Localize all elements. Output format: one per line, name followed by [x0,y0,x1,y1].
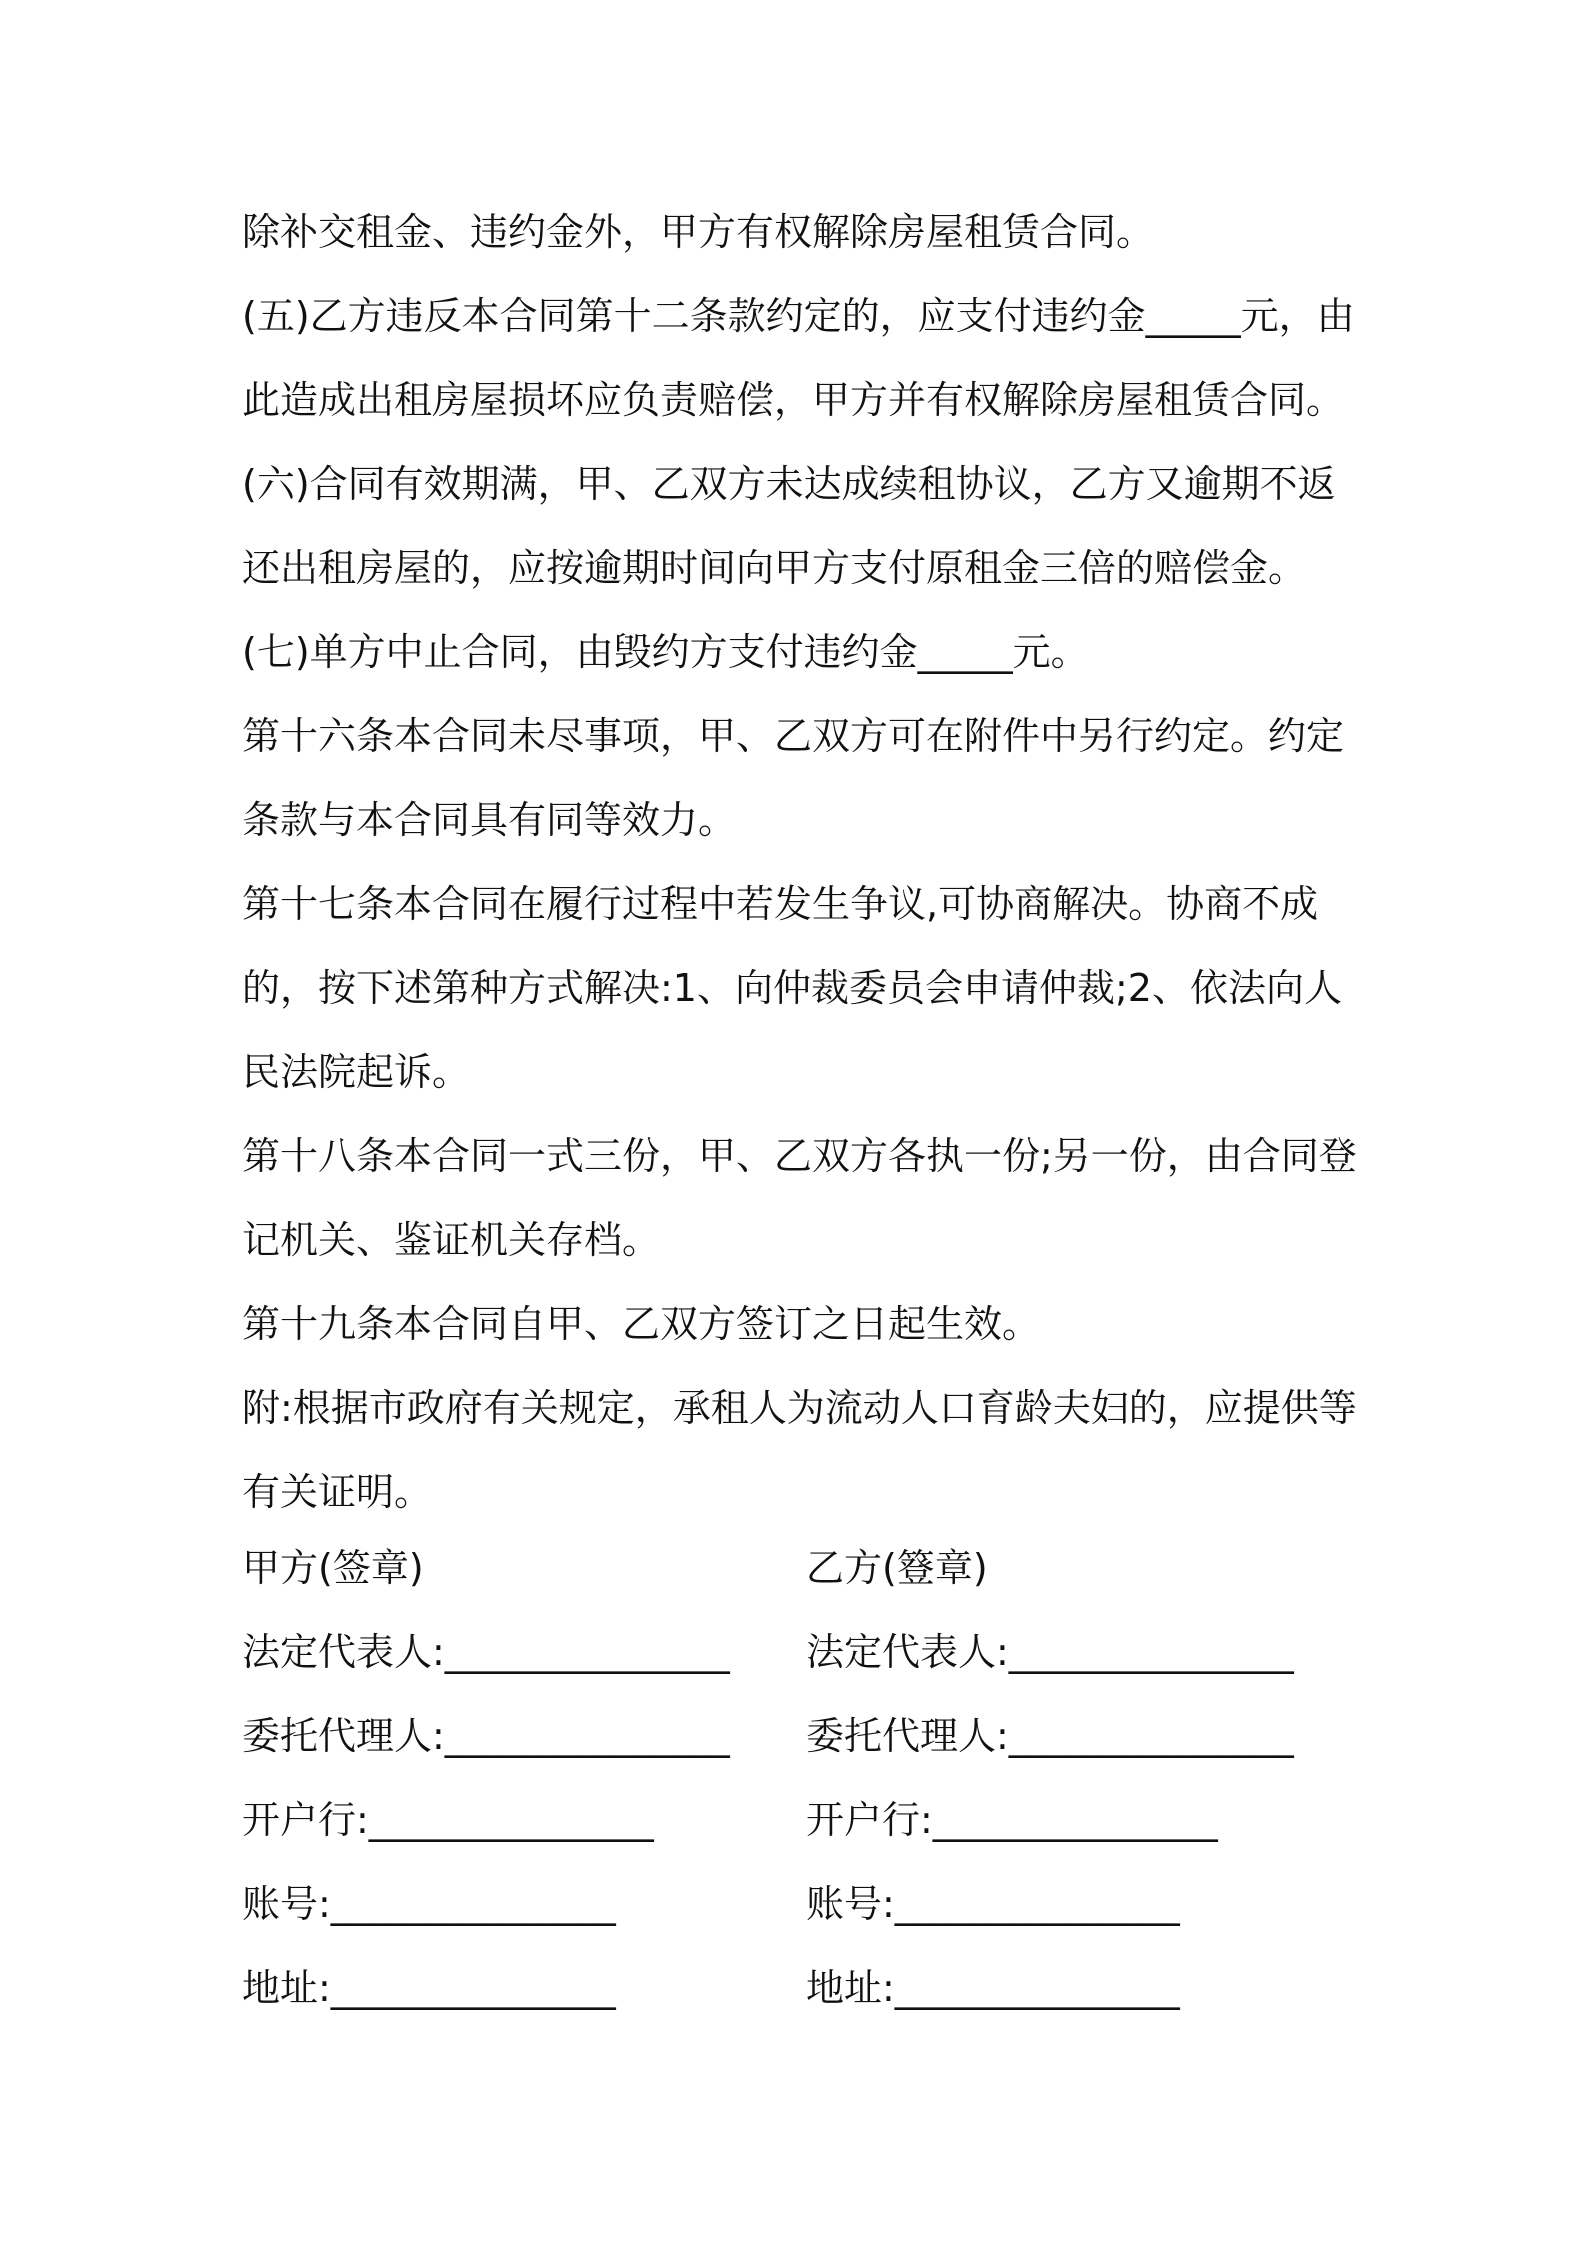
party-a-account: 账号:_______________ [242,1882,616,1926]
party-a-title: 甲方(签章) [242,1546,424,1590]
signature-row-agent [242,1694,1362,1778]
signature-block [242,1526,1362,2030]
party-b-address: 地址:_______________ [806,1966,1180,2010]
paragraph-article-18: 第十八条本合同一式三份，甲、乙双方各执一份;另一份，由合同登记机关、鉴证机关存档。 [242,1134,1357,1262]
party-b-legal-rep: 法定代表人:_______________ [806,1630,1294,1674]
signature-row-legal-rep [242,1610,1362,1694]
paragraph-article-19: 第十九条本合同自甲、乙双方签订之日起生效。 [242,1302,1041,1346]
signature-row-address [242,1946,1362,2030]
paragraph-article-16: 第十六条本合同未尽事项，甲、乙双方可在附件中另行约定。约定条款与本合同具有同等效力。 [242,714,1345,842]
contract-body [242,190,1362,1534]
signature-row-account [242,1862,1362,1946]
paragraph-clause-6: (六)合同有效期满，甲、乙双方未达成续租协议，乙方又逾期不返还出租房屋的，应按逾期时间向甲方支付原租金三倍的赔偿金。 [242,462,1336,590]
paragraph-continuation: 除补交租金、违约金外，甲方有权解除房屋租赁合同。 [242,210,1155,254]
party-b-account: 账号:_______________ [806,1882,1180,1926]
party-a-agent: 委托代理人:_______________ [242,1714,730,1758]
party-b-bank: 开户行:_______________ [806,1798,1218,1842]
paragraph-clause-7: (七)单方中止合同，由毁约方支付违约金_____元。 [242,630,1089,674]
party-b-title: 乙方(簦章) [806,1546,988,1590]
party-a-address: 地址:_______________ [242,1966,616,2010]
paragraph-appendix: 附:根据市政府有关规定，承租人为流动人口育龄夫妇的，应提供等有关证明。 [242,1386,1357,1514]
paragraph-clause-5: (五)乙方违反本合同第十二条款约定的，应支付违约金_____元，由此造成出租房屋损坏应负责赔偿，甲方并有权解除房屋租赁合同。 [242,294,1355,422]
party-a-bank: 开户行:_______________ [242,1798,654,1842]
party-a-legal-rep: 法定代表人:_______________ [242,1630,730,1674]
paragraph-article-17: 第十七条本合同在履行过程中若发生争议,可协商解决。协商不成的，按下述第种方式解决:1、向仲裁委员会申请仲裁;2、依法向人民法院起诉。 [242,882,1342,1094]
signature-row-title [242,1526,1362,1610]
signature-row-bank [242,1778,1362,1862]
party-b-agent: 委托代理人:_______________ [806,1714,1294,1758]
